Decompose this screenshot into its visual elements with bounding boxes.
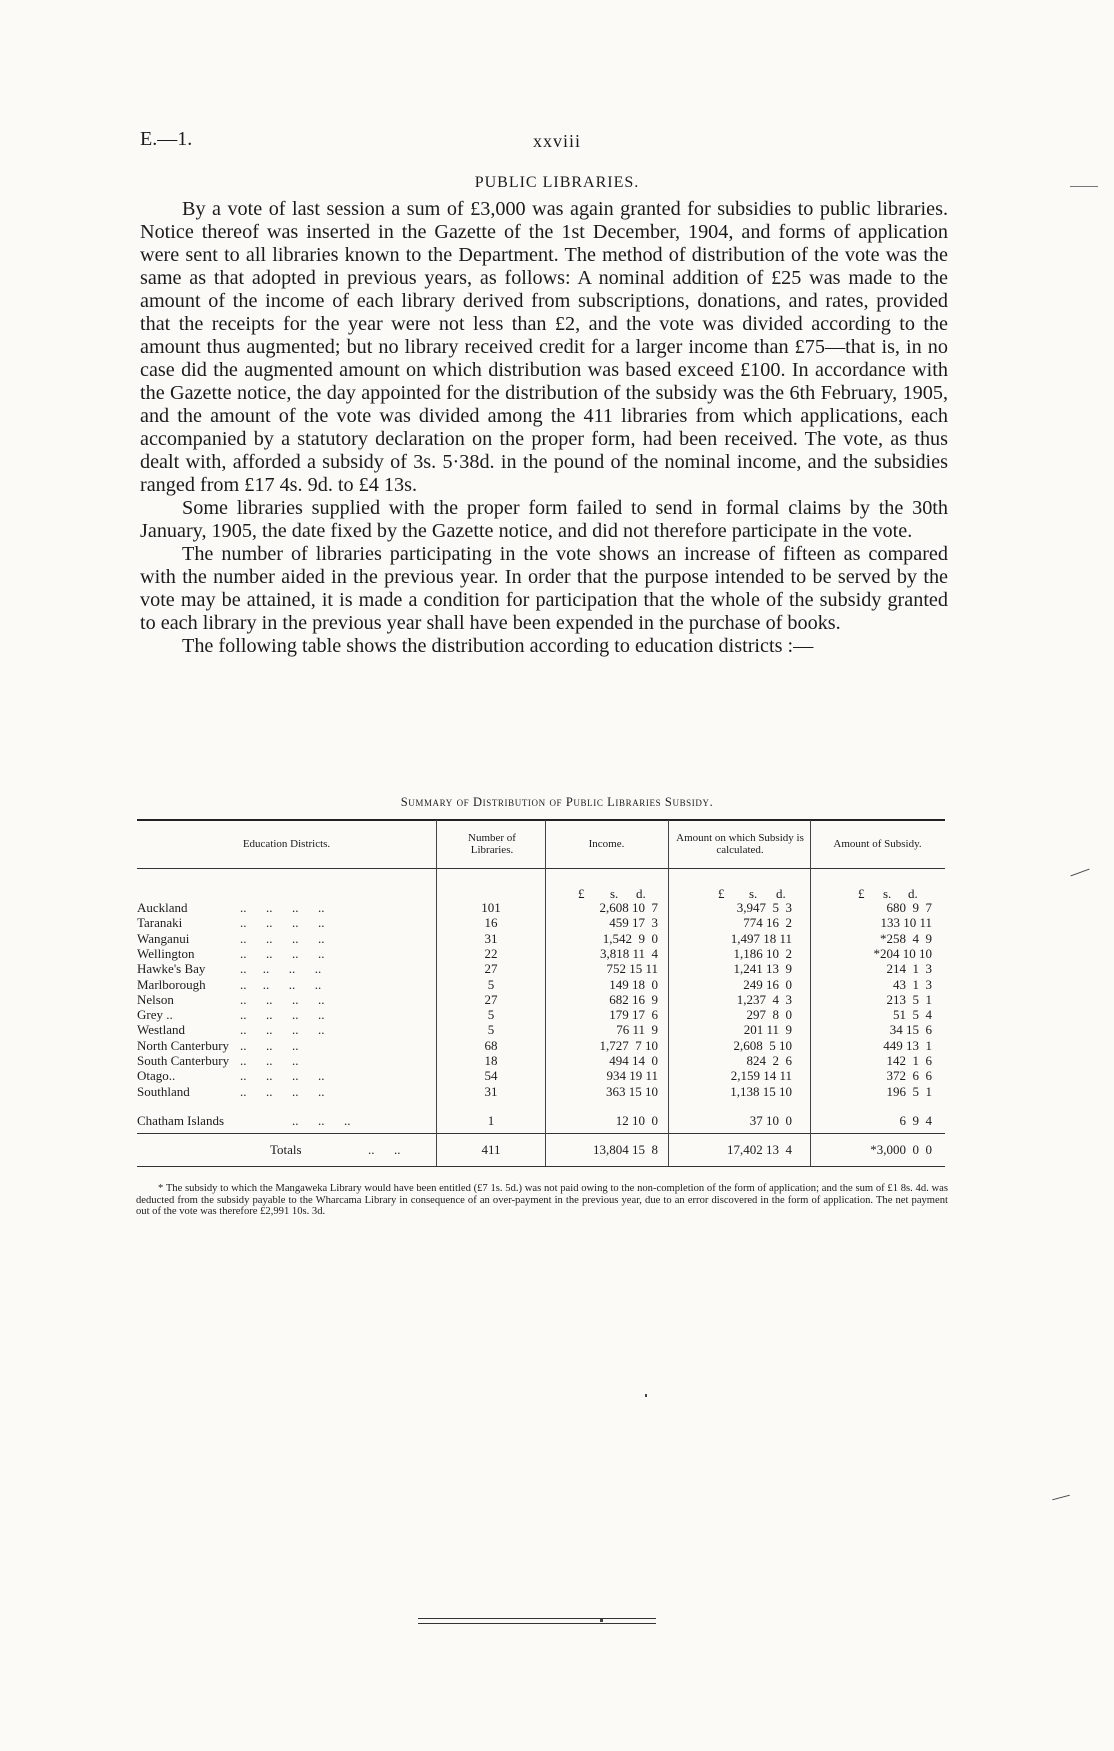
currency-unit-pound: £ bbox=[858, 886, 865, 901]
footnote: * The subsidy to which the Mangaweka Library would have been entitled (£7 1s. 5d.) was not paid owing to the non-completion of the form of application; and the sum of £1 8s. 4d. was deducted from the subsidy payable to the Wharcama Library in consequence of an over-payment in the previous year, due to an error discovered in the form of application. The net payment out of the vote was therefore £2,991 10s. 3d. bbox=[136, 1183, 948, 1218]
table-total-rule-bottom bbox=[137, 1166, 945, 1167]
amount-cell: 297 8 0 bbox=[746, 1007, 792, 1022]
subsidy-cell: 34 15 6 bbox=[889, 1022, 932, 1037]
district-name: Westland bbox=[137, 1022, 186, 1037]
page-header-left: E.—1. bbox=[140, 128, 193, 150]
header-number: Number of Libraries. bbox=[468, 832, 516, 856]
total-number: 411 bbox=[481, 1142, 501, 1157]
currency-unit-pence: d. bbox=[776, 886, 786, 901]
amount-cell: 1,138 15 10 bbox=[730, 1084, 792, 1099]
subsidy-cell: 372 6 6 bbox=[886, 1068, 932, 1083]
amount-cell: 824 2 6 bbox=[746, 1053, 792, 1068]
number-cell: 68 bbox=[484, 1038, 498, 1053]
district-name: Marlborough bbox=[137, 977, 206, 992]
district-name: Wellington bbox=[137, 946, 195, 961]
amount-cell: 1,241 13 9 bbox=[733, 961, 792, 976]
subsidy-cell: 51 5 4 bbox=[893, 1007, 932, 1022]
amount-cell: 1,186 10 2 bbox=[733, 946, 792, 961]
currency-unit-pence: d. bbox=[908, 886, 918, 901]
number-cell: 18 bbox=[484, 1053, 498, 1068]
leader-dots: .. .. .. .. bbox=[240, 931, 325, 946]
currency-unit-pence: d. bbox=[636, 886, 646, 901]
income-cell: 1,542 9 0 bbox=[602, 931, 658, 946]
number-cell: 54 bbox=[484, 1068, 498, 1083]
amount-cell: 1,237 4 3 bbox=[736, 992, 792, 1007]
income-cell: 682 16 9 bbox=[609, 992, 658, 1007]
amount-cell: 37 10 0 bbox=[749, 1113, 792, 1128]
section-title: PUBLIC LIBRARIES. bbox=[474, 174, 640, 191]
amount-cell: 249 16 0 bbox=[743, 977, 792, 992]
currency-unit-pound: £ bbox=[578, 886, 585, 901]
subsidy-cell: 6 9 4 bbox=[899, 1113, 932, 1128]
income-cell: 934 19 11 bbox=[606, 1068, 658, 1083]
number-cell: 31 bbox=[484, 1084, 498, 1099]
leader-dots: .. .. .. .. bbox=[240, 977, 322, 992]
amount-cell: 1,497 18 11 bbox=[730, 931, 792, 946]
leader-dots: .. .. .. .. bbox=[240, 992, 325, 1007]
total-subsidy: *3,000 0 0 bbox=[870, 1142, 932, 1157]
subsidy-cell: 213 5 1 bbox=[886, 992, 932, 1007]
district-name: Auckland bbox=[137, 900, 188, 915]
number-cell: 27 bbox=[484, 961, 498, 976]
amount-cell: 2,159 14 11 bbox=[730, 1068, 792, 1083]
income-cell: 1,727 7 10 bbox=[599, 1038, 658, 1053]
total-amount: 17,402 13 4 bbox=[727, 1142, 792, 1157]
leader-dots: .. .. .. .. bbox=[240, 900, 325, 915]
number-cell: 22 bbox=[484, 946, 498, 961]
number-cell: 5 bbox=[487, 977, 495, 992]
currency-unit-pound: £ bbox=[718, 886, 725, 901]
col-divider bbox=[545, 820, 546, 1166]
amount-cell: 2,608 5 10 bbox=[733, 1038, 792, 1053]
number-cell: 16 bbox=[484, 915, 498, 930]
amount-cell: 201 11 9 bbox=[743, 1022, 792, 1037]
number-cell: 5 bbox=[487, 1022, 495, 1037]
subsidy-cell: 142 1 6 bbox=[886, 1053, 932, 1068]
district-name: South Canterbury bbox=[137, 1053, 230, 1068]
number-cell: 5 bbox=[487, 1007, 495, 1022]
table-title: Summary of Distribution of Public Libraries Subsidy. bbox=[400, 795, 714, 809]
speck bbox=[1052, 1495, 1070, 1501]
income-cell: 3,818 11 4 bbox=[599, 946, 658, 961]
header-amount: Amount on which Subsidy is calculated. bbox=[676, 832, 804, 856]
table-total-rule-top bbox=[137, 1133, 945, 1134]
district-name: Taranaki bbox=[137, 915, 183, 930]
speck bbox=[1070, 186, 1098, 187]
leader-dots: .. .. bbox=[368, 1142, 401, 1157]
leader-dots: .. .. .. .. bbox=[240, 1068, 325, 1083]
district-name: Nelson bbox=[137, 992, 174, 1007]
income-cell: 459 17 3 bbox=[609, 915, 658, 930]
leader-dots: .. .. .. bbox=[292, 1113, 351, 1128]
income-cell: 2,608 10 7 bbox=[599, 900, 658, 915]
district-name: North Canterbury bbox=[137, 1038, 230, 1053]
number-cell: 27 bbox=[484, 992, 498, 1007]
leader-dots: .. .. .. bbox=[240, 1038, 299, 1053]
paragraph: The following table shows the distribution according to education districts :— bbox=[182, 635, 814, 657]
subsidy-cell: 449 13 1 bbox=[883, 1038, 932, 1053]
number-cell: 101 bbox=[481, 900, 501, 915]
amount-cell: 774 16 2 bbox=[743, 915, 792, 930]
number-cell: 1 bbox=[487, 1113, 495, 1128]
total-income: 13,804 15 8 bbox=[593, 1142, 658, 1157]
speck bbox=[600, 1619, 603, 1622]
income-cell: 149 18 0 bbox=[609, 977, 658, 992]
table-top-rule bbox=[137, 819, 945, 821]
amount-cell: 3,947 5 3 bbox=[736, 900, 792, 915]
district-name: Southland bbox=[137, 1084, 190, 1099]
income-cell: 12 10 0 bbox=[615, 1113, 658, 1128]
income-cell: 363 15 10 bbox=[606, 1084, 658, 1099]
col-divider bbox=[668, 820, 669, 1166]
subsidy-cell: 196 5 1 bbox=[886, 1084, 932, 1099]
body-text bbox=[140, 198, 948, 658]
table-header-rule bbox=[137, 868, 945, 869]
paragraph: By a vote of last session a sum of £3,000 was again granted for subsidies to public libraries. Notice thereof was inserted in the Gazette of the 1st December, 1904, and forms of application were sent to all libraries known to the Department. The method of distribution of the vote was the same as that adopted in previous years, as follows: A nominal addition of £25 was made to the amount of the income of each library derived from subscriptions, donations, and rates, provided that the receipts for the year were not less than £2, and the vote was divided according to the amount thus augmented; but no library received credit for a larger income than £75—that is, in no case did the augmented amount on which distribution was based exceed £100. In accordance with the Gazette notice, the day appointed for the distribution of the subsidy was the 6th February, 1905, and the amount of the vote was divided among the 411 libraries from which applications, each accompanied by a statutory declaration on the proper form, had been received. The vote, as thus dealt with, afforded a subsidy of 3s. 5·38d. in the pound of the nominal income, and the subsidies ranged from £17 4s. 9d. to £4 13s. bbox=[140, 198, 948, 496]
speck bbox=[645, 1394, 647, 1397]
leader-dots: .. .. .. .. bbox=[240, 1022, 325, 1037]
district-name: Chatham Islands bbox=[137, 1113, 225, 1128]
leader-dots: .. .. .. .. bbox=[240, 946, 325, 961]
subsidy-cell: 214 1 3 bbox=[886, 961, 932, 976]
district-name: Grey .. bbox=[137, 1007, 173, 1022]
header-subsidy: Amount of Subsidy. bbox=[833, 838, 922, 850]
subsidy-cell: *204 10 10 bbox=[873, 946, 932, 961]
subsidy-cell: 680 9 7 bbox=[886, 900, 932, 915]
page-number: xxviii bbox=[532, 131, 581, 151]
col-divider bbox=[810, 820, 811, 1166]
income-cell: 752 15 11 bbox=[606, 961, 658, 976]
number-cell: 31 bbox=[484, 931, 498, 946]
district-name: Hawke's Bay bbox=[137, 961, 206, 976]
subsidy-cell: *258 4 9 bbox=[880, 931, 932, 946]
paragraph: Some libraries supplied with the proper form failed to send in formal claims by the 30th January, 1905, the date fixed by the Gazette notice, and did not therefore participate in the vote. bbox=[140, 497, 948, 542]
leader-dots: .. .. .. .. bbox=[240, 961, 322, 976]
subsidy-cell: 43 1 3 bbox=[893, 977, 932, 992]
currency-unit-shilling: s. bbox=[883, 886, 892, 901]
income-cell: 494 14 0 bbox=[609, 1053, 658, 1068]
currency-unit-shilling: s. bbox=[610, 886, 619, 901]
district-name: Wanganui bbox=[137, 931, 190, 946]
income-cell: 76 11 9 bbox=[616, 1022, 658, 1037]
speck bbox=[1070, 869, 1089, 877]
leader-dots: .. .. .. bbox=[240, 1053, 299, 1068]
closing-double-rule bbox=[418, 1618, 656, 1624]
leader-dots: .. .. .. .. bbox=[240, 915, 325, 930]
totals-label: Totals bbox=[270, 1142, 302, 1157]
currency-unit-shilling: s. bbox=[749, 886, 758, 901]
header-districts: Education Districts. bbox=[242, 838, 331, 850]
header-income: Income. bbox=[588, 838, 625, 850]
paragraph: The number of libraries participating in the vote shows an increase of fifteen as compared with the number aided in the previous year. In order that the purpose intended to be served by the vote may be attained, it is made a condition for participation that the whole of the subsidy granted to each library in the previous year shall have been expended in the purchase of books. bbox=[140, 543, 948, 634]
district-name: Otago.. bbox=[137, 1068, 176, 1083]
leader-dots: .. .. .. .. bbox=[240, 1084, 325, 1099]
income-cell: 179 17 6 bbox=[609, 1007, 658, 1022]
leader-dots: .. .. .. .. bbox=[240, 1007, 325, 1022]
subsidy-cell: 133 10 11 bbox=[880, 915, 932, 930]
